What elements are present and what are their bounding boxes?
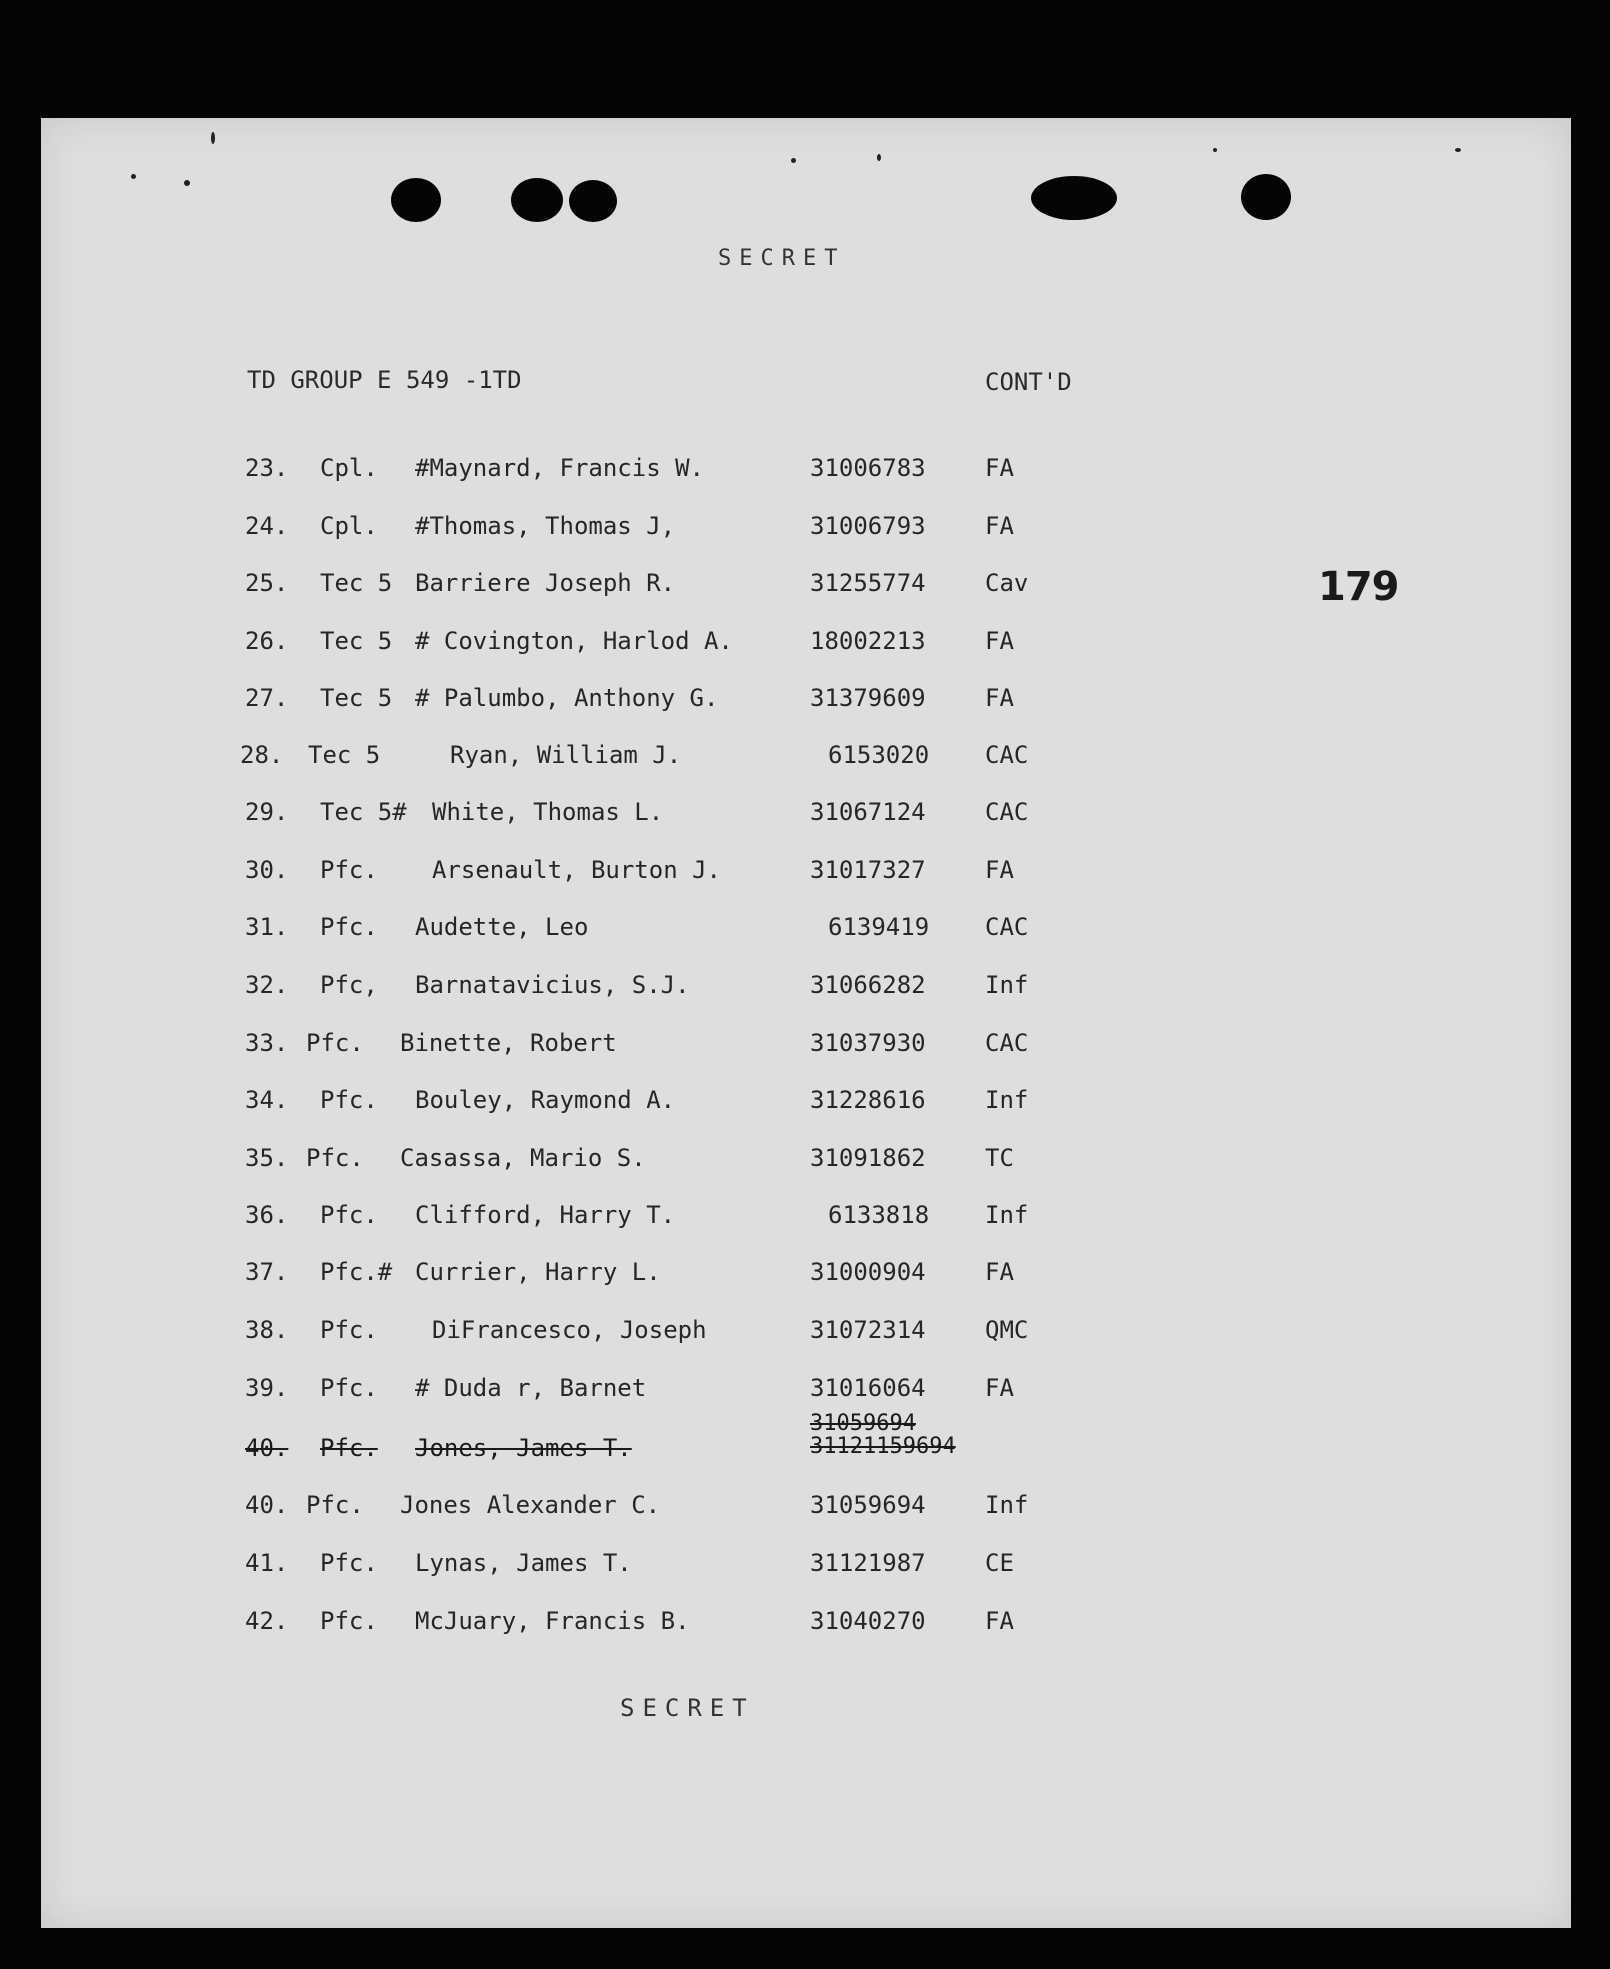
row-serial: 31016064	[810, 1374, 926, 1402]
paper-speck	[1213, 148, 1217, 152]
paper-speck	[211, 132, 215, 144]
row-serial: 31040270	[810, 1607, 926, 1635]
row-branch: CAC	[985, 913, 1029, 941]
row-rank: Tec 5	[320, 569, 393, 597]
row-serial: 31121987	[810, 1549, 926, 1577]
row-serial: 31091862	[810, 1144, 926, 1172]
row-serial: 31072314	[810, 1316, 926, 1344]
row-rank: Pfc.	[320, 1374, 378, 1402]
row-rank: Tec 5#	[320, 798, 407, 826]
row-number: 24.	[245, 512, 289, 540]
row-number: 28.	[240, 741, 284, 769]
row-name: Barnatavicius, S.J.	[415, 971, 690, 999]
row-rank: Pfc.	[320, 1549, 378, 1577]
classification-header: SECRET	[718, 246, 846, 271]
row-rank: Pfc.	[320, 913, 378, 941]
row-branch: Inf	[985, 971, 1029, 999]
row-branch: FA	[985, 627, 1014, 655]
row-rank: Tec 5	[320, 627, 393, 655]
row-branch: FA	[985, 1607, 1014, 1635]
row-number: 36.	[245, 1201, 289, 1229]
row-name: White, Thomas L.	[432, 798, 664, 826]
row-serial: 6153020	[828, 741, 930, 769]
row-name: Jones Alexander C.	[400, 1491, 661, 1519]
group-title: TD GROUP E 549 -1TD	[247, 366, 522, 394]
paper-speck	[1455, 148, 1461, 152]
row-name: Arsenault, Burton J.	[432, 856, 721, 884]
row-number: 27.	[245, 684, 289, 712]
row-number: 38.	[245, 1316, 289, 1344]
paper-speck	[791, 158, 796, 163]
row-serial: 31000904	[810, 1258, 926, 1286]
row-name: # Duda r, Barnet	[415, 1374, 647, 1402]
row-branch: FA	[985, 856, 1014, 884]
row-number: 29.	[245, 798, 289, 826]
row-number: 30.	[245, 856, 289, 884]
row-branch: Cav	[985, 569, 1029, 597]
row-name: #Maynard, Francis W.	[415, 454, 704, 482]
row-branch: Inf	[985, 1491, 1029, 1519]
row-number: 34.	[245, 1086, 289, 1114]
row-serial: 6139419	[828, 913, 930, 941]
row-number: 39.	[245, 1374, 289, 1402]
binder-hole	[1241, 174, 1291, 220]
continued-label: CONT'D	[985, 368, 1072, 396]
row-rank: Pfc.	[320, 1607, 378, 1635]
row-rank: Pfc.	[306, 1144, 364, 1172]
row-serial: 31059694	[810, 1491, 926, 1519]
row-number: 42.	[245, 1607, 289, 1635]
row-number: 40.	[245, 1491, 289, 1519]
binder-hole	[391, 178, 441, 222]
row-number: 37.	[245, 1258, 289, 1286]
row-branch: FA	[985, 454, 1014, 482]
row-branch: CAC	[985, 1029, 1029, 1057]
row-rank: Pfc,	[320, 971, 378, 999]
struck-serial: 31059694	[810, 1411, 916, 1436]
row-number: 23.	[245, 454, 289, 482]
row-rank: Pfc.	[320, 1434, 378, 1462]
row-name: Bouley, Raymond A.	[415, 1086, 676, 1114]
row-name: Currier, Harry L.	[415, 1258, 661, 1286]
row-name: Barriere Joseph R.	[415, 569, 676, 597]
row-rank: Pfc.	[306, 1029, 364, 1057]
row-serial: 31228616	[810, 1086, 926, 1114]
row-branch: FA	[985, 1258, 1014, 1286]
row-branch: CE	[985, 1549, 1014, 1577]
row-number: 41.	[245, 1549, 289, 1577]
row-number: 32.	[245, 971, 289, 999]
row-name: # Covington, Harlod A.	[415, 627, 733, 655]
row-rank: Pfc.	[320, 856, 378, 884]
row-serial: 31006793	[810, 512, 926, 540]
row-serial: 6133818	[828, 1201, 930, 1229]
row-name: #Thomas, Thomas J,	[415, 512, 676, 540]
row-name: Jones, James T.	[415, 1434, 632, 1462]
row-name: # Palumbo, Anthony G.	[415, 684, 719, 712]
row-name: Audette, Leo	[415, 913, 589, 941]
row-number: 26.	[245, 627, 289, 655]
classification-footer: SECRET	[620, 1694, 755, 1722]
row-number: 35.	[245, 1144, 289, 1172]
paper-speck	[131, 174, 136, 179]
binder-hole	[1031, 176, 1117, 220]
row-branch: CAC	[985, 798, 1029, 826]
row-rank: Pfc.#	[320, 1258, 393, 1286]
row-rank: Pfc.	[306, 1491, 364, 1519]
row-rank: Pfc.	[320, 1086, 378, 1114]
row-name: McJuary, Francis B.	[415, 1607, 690, 1635]
row-branch: TC	[985, 1144, 1014, 1172]
binder-hole	[569, 180, 617, 222]
row-rank: Cpl.	[320, 512, 378, 540]
row-branch: FA	[985, 684, 1014, 712]
row-serial: 31121159694	[810, 1434, 956, 1459]
row-serial: 31066282	[810, 971, 926, 999]
row-rank: Tec 5	[308, 741, 381, 769]
row-branch: Inf	[985, 1086, 1029, 1114]
row-branch: QMC	[985, 1316, 1029, 1344]
row-number: 31.	[245, 913, 289, 941]
row-serial: 18002213	[810, 627, 926, 655]
row-branch: FA	[985, 512, 1014, 540]
row-serial: 31006783	[810, 454, 926, 482]
row-rank: Tec 5	[320, 684, 393, 712]
row-branch: FA	[985, 1374, 1014, 1402]
row-name: Lynas, James T.	[415, 1549, 632, 1577]
row-rank: Pfc.	[320, 1201, 378, 1229]
row-branch: CAC	[985, 741, 1029, 769]
row-serial: 31067124	[810, 798, 926, 826]
paper-speck	[184, 180, 190, 186]
row-name: Clifford, Harry T.	[415, 1201, 676, 1229]
paper-speck	[877, 154, 881, 161]
row-serial: 31017327	[810, 856, 926, 884]
row-number: 40.	[245, 1434, 289, 1462]
binder-hole	[511, 178, 563, 222]
row-name: Casassa, Mario S.	[400, 1144, 646, 1172]
row-name: DiFrancesco, Joseph	[432, 1316, 707, 1344]
row-serial: 31379609	[810, 684, 926, 712]
row-rank: Pfc.	[320, 1316, 378, 1344]
row-name: Binette, Robert	[400, 1029, 617, 1057]
row-branch: Inf	[985, 1201, 1029, 1229]
row-number: 33.	[245, 1029, 289, 1057]
row-number: 25.	[245, 569, 289, 597]
row-serial: 31037930	[810, 1029, 926, 1057]
row-rank: Cpl.	[320, 454, 378, 482]
page-number: 179	[1318, 564, 1399, 610]
row-name: Ryan, William J.	[450, 741, 682, 769]
row-serial: 31255774	[810, 569, 926, 597]
